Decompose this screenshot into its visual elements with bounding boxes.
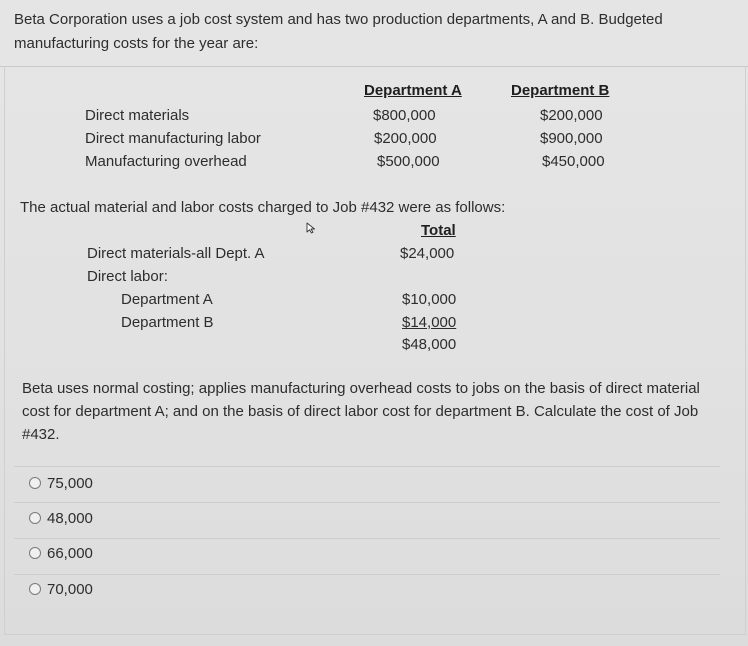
labor-dept-b-label: Department B xyxy=(121,314,214,331)
cell-direct-labor-a: $200,000 xyxy=(374,130,437,147)
labor-dept-b-value: $14,000 xyxy=(402,314,457,331)
direct-labor-label: Direct labor: xyxy=(87,268,168,285)
answer-option-label: 48,000 xyxy=(47,509,93,527)
radio-button[interactable] xyxy=(29,477,41,489)
column-header-department-a: Department A xyxy=(364,82,462,99)
answer-option-2[interactable] xyxy=(29,508,93,528)
answer-option-4[interactable] xyxy=(29,579,93,599)
total-column-header: Total xyxy=(421,222,456,239)
grand-total-value: $48,000 xyxy=(402,336,457,353)
row-label-direct-materials: Direct materials xyxy=(85,107,190,124)
radio-button[interactable] xyxy=(29,547,41,559)
column-header-department-b: Department B xyxy=(511,82,610,99)
mouse-pointer-icon xyxy=(306,222,316,234)
option-divider xyxy=(14,574,720,575)
radio-button[interactable] xyxy=(29,512,41,524)
cell-overhead-a: $500,000 xyxy=(377,153,440,170)
option-divider xyxy=(14,538,720,539)
row-label-manufacturing-overhead: Manufacturing overhead xyxy=(85,153,247,170)
option-divider xyxy=(14,502,720,503)
cell-direct-labor-b: $900,000 xyxy=(540,130,603,147)
labor-dept-a-label: Department A xyxy=(121,291,213,308)
intro-text: Beta Corporation uses a job cost system and has two production departments, A and B. Budgeted manufacturing costs for the year are: xyxy=(14,11,663,52)
answer-option-label: 75,000 xyxy=(47,474,93,492)
cell-direct-materials-a: $800,000 xyxy=(373,107,436,124)
question-text: Beta uses normal costing; applies manufacturing overhead costs to jobs on the basis of direct material cost for department A; and on the basis of direct labor cost for department B. Calculate the cost of Job #432. xyxy=(22,380,700,443)
question-header xyxy=(0,0,748,67)
cell-direct-materials-b: $200,000 xyxy=(540,107,603,124)
option-divider xyxy=(14,466,720,467)
materials-label: Direct materials-all Dept. A xyxy=(87,245,265,262)
radio-button[interactable] xyxy=(29,583,41,595)
labor-dept-a-value: $10,000 xyxy=(402,291,457,308)
materials-value: $24,000 xyxy=(400,245,455,262)
actual-heading: The actual material and labor costs charged to Job #432 were as follows: xyxy=(20,199,506,216)
answer-option-label: 70,000 xyxy=(47,580,93,598)
answer-option-3[interactable] xyxy=(29,543,93,563)
answer-option-1[interactable] xyxy=(29,473,93,493)
cell-overhead-b: $450,000 xyxy=(542,153,605,170)
answer-option-label: 66,000 xyxy=(47,544,93,562)
row-label-direct-labor: Direct manufacturing labor xyxy=(85,130,261,147)
